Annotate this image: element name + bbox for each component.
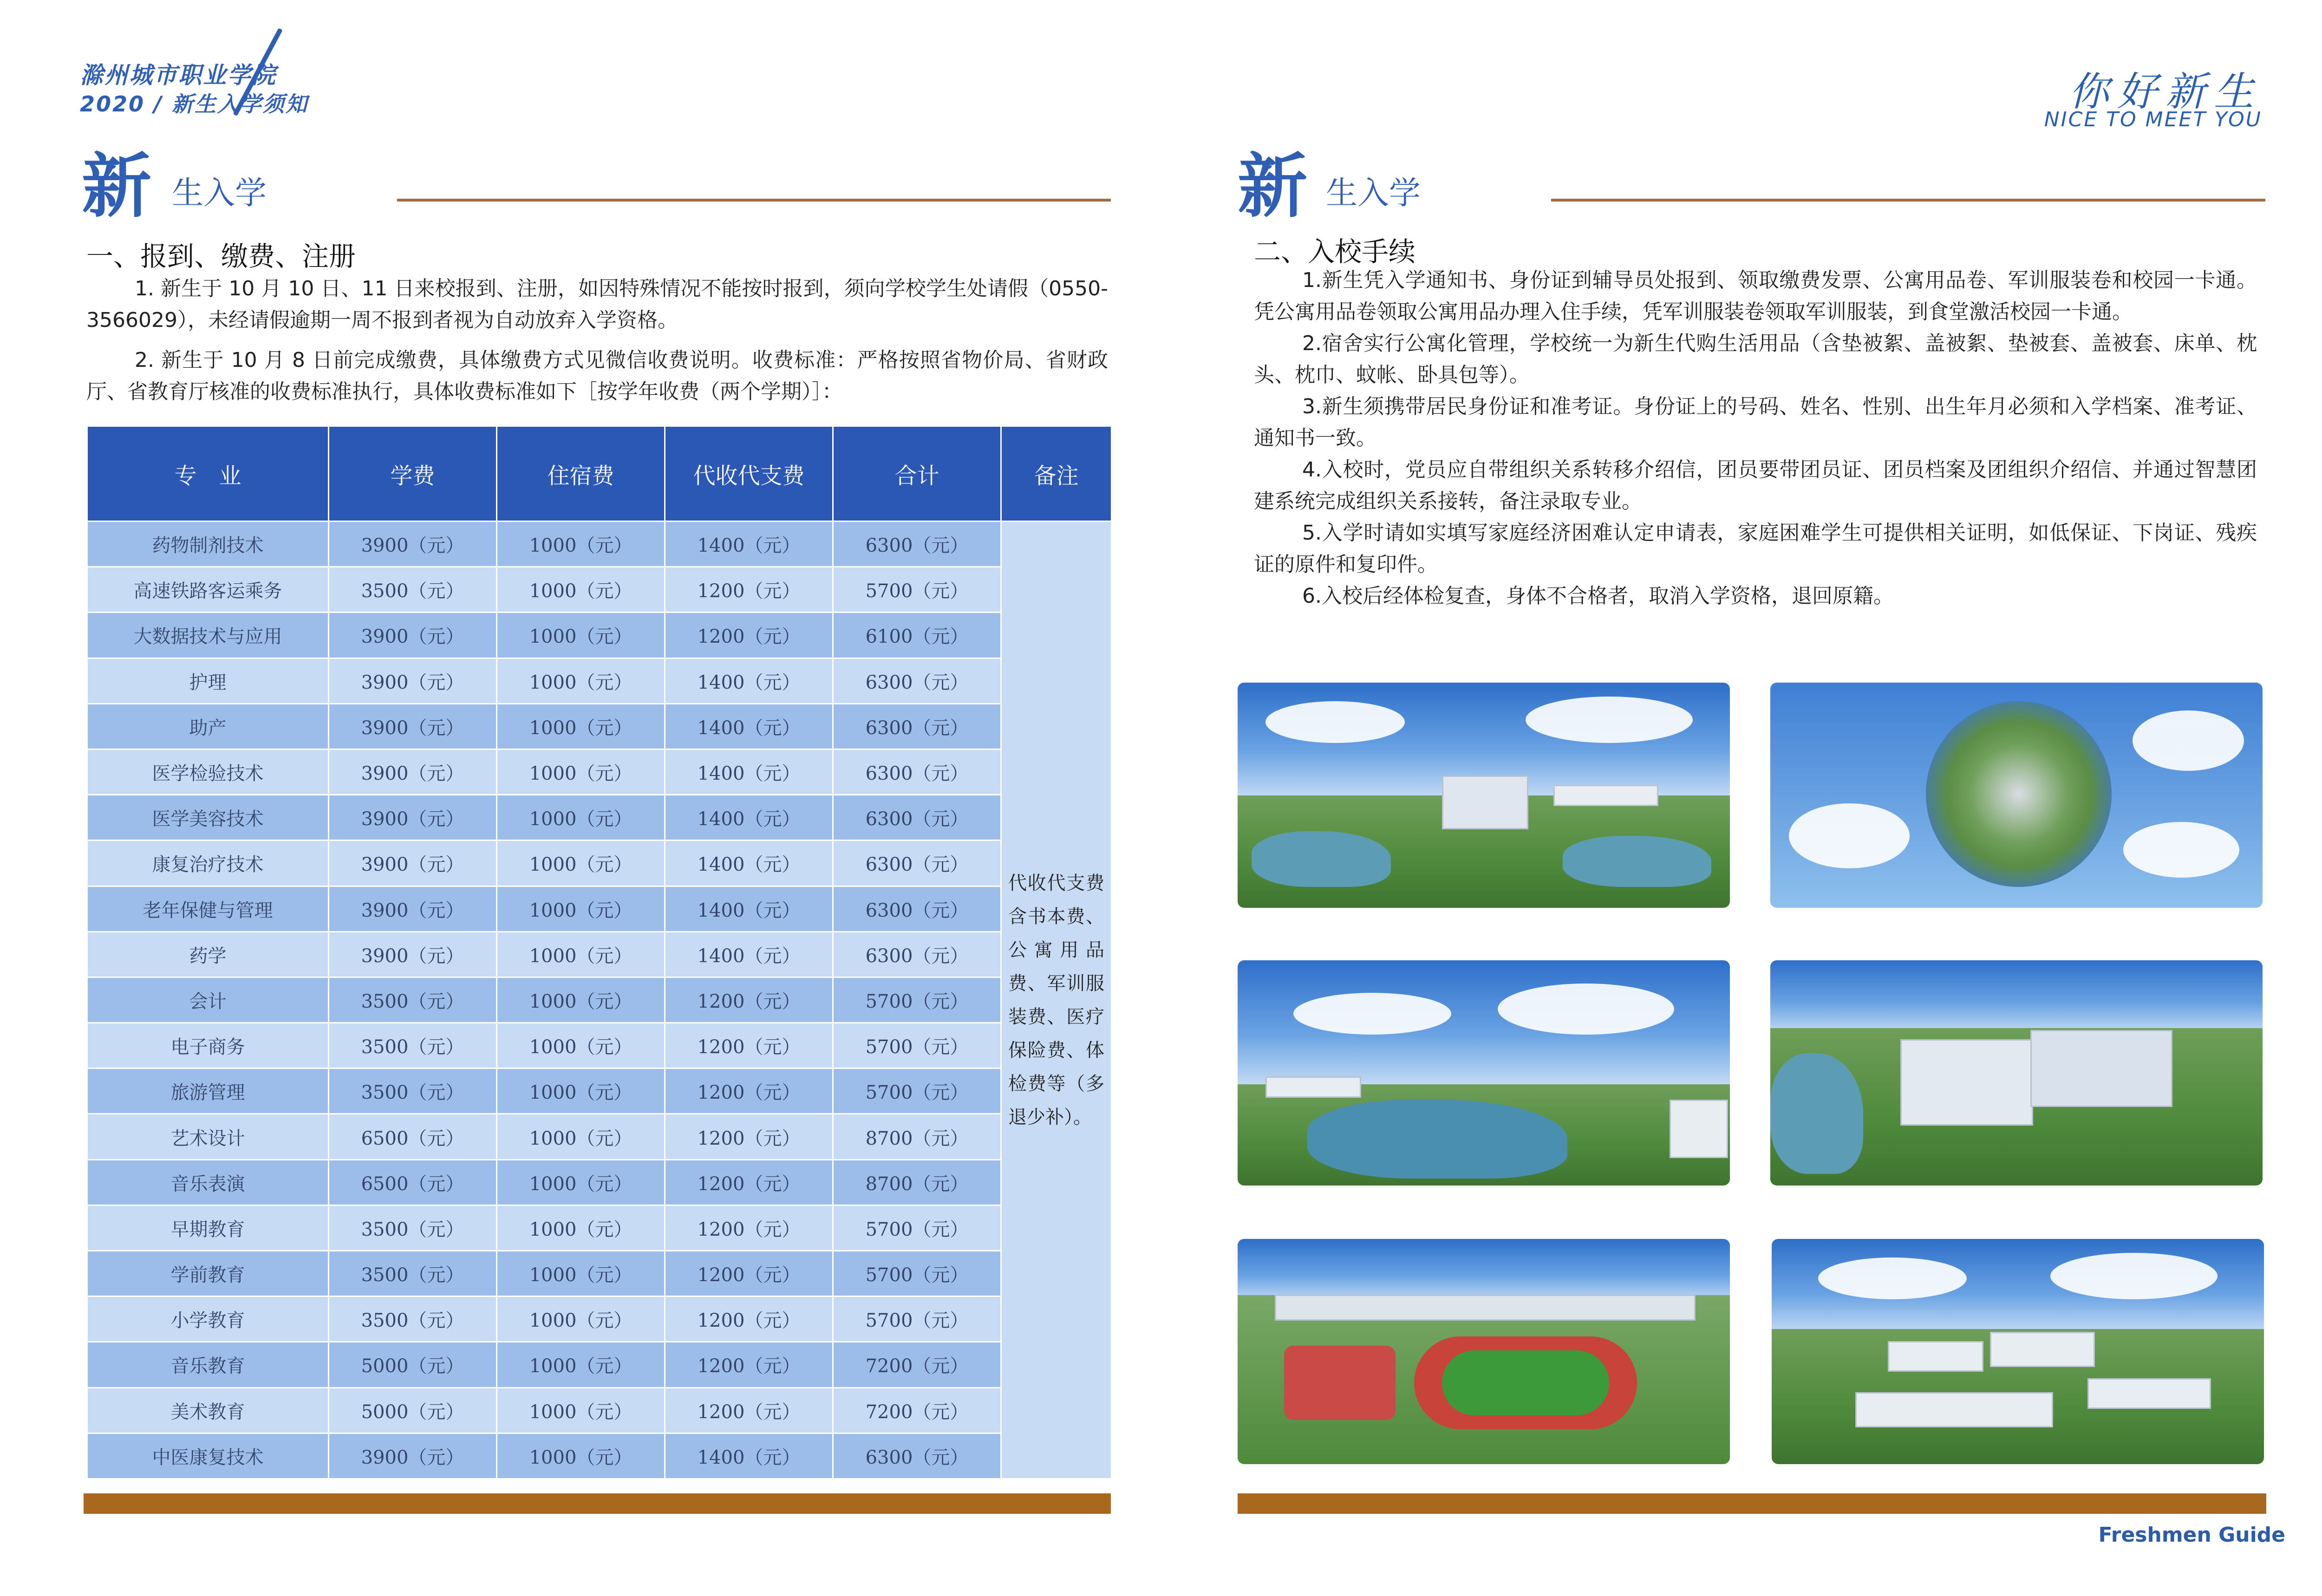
cell-agency-fee: 1400（元）: [665, 658, 833, 704]
cell-major: 药物制剂技术: [87, 521, 329, 567]
cell-dorm: 1000（元）: [497, 1433, 665, 1479]
nice-to-meet-you: NICE TO MEET YOU: [2044, 108, 2262, 131]
cell-major: 护理: [87, 658, 329, 704]
right-section-big-char: 新: [1238, 146, 1308, 227]
cell-major: 高速铁路客运乘务: [87, 567, 329, 612]
table-row: [87, 1114, 1112, 1160]
table-row: [87, 1296, 1112, 1342]
cell-tuition: 3900（元）: [329, 704, 497, 749]
col-header-dorm: 住宿费: [497, 426, 665, 521]
cell-total: 6100（元）: [833, 612, 1001, 658]
cell-dorm: 1000（元）: [497, 521, 665, 567]
cell-agency-fee: 1400（元）: [665, 704, 833, 749]
cell-major: 康复治疗技术: [87, 840, 329, 886]
cell-total: 5700（元）: [833, 977, 1001, 1023]
cell-major: 艺术设计: [87, 1114, 329, 1160]
table-row: [87, 1205, 1112, 1251]
cell-major: 药学: [87, 932, 329, 977]
campus-photo-dorms: [1772, 1239, 2264, 1464]
right-section-heading: 二、入校手续: [1254, 236, 1416, 267]
cell-major: 中医康复技术: [87, 1433, 329, 1479]
cell-note: 代收代支费含书本费、公寓用品费、军训服装费、医疗保险费、体检费等（多退少补）。: [1001, 521, 1112, 1479]
cell-major: 医学美容技术: [87, 795, 329, 840]
left-section-subtitle: 生入学: [172, 175, 267, 212]
cell-dorm: 1000（元）: [497, 658, 665, 704]
cell-agency-fee: 1200（元）: [665, 977, 833, 1023]
cell-total: 6300（元）: [833, 932, 1001, 977]
left-bottom-bar: [84, 1493, 1111, 1514]
procedure-item: 6.入校后经体检复查，身体不合格者，取消入学资格，退回原籍。: [1302, 584, 1894, 608]
left-title-rule: [397, 199, 1111, 202]
procedure-item: 5.入学时请如实填写家庭经济困难认定申请表，家庭困难学生可提供相关证明，如低保证、下岗证、残疾证的原件和复印件。: [1254, 521, 2257, 576]
col-header-major: 专 业: [87, 426, 329, 521]
table-row: [87, 977, 1112, 1023]
cell-dorm: 1000（元）: [497, 704, 665, 749]
cell-major: 大数据技术与应用: [87, 612, 329, 658]
cell-agency-fee: 1200（元）: [665, 1296, 833, 1342]
cell-total: 5700（元）: [833, 1205, 1001, 1251]
cell-total: 5700（元）: [833, 1296, 1001, 1342]
cell-total: 5700（元）: [833, 1068, 1001, 1114]
campus-photo-main-gate: [1238, 683, 1730, 908]
cell-tuition: 3500（元）: [329, 1205, 497, 1251]
cell-agency-fee: 1400（元）: [665, 886, 833, 932]
right-title-rule: [1551, 199, 2265, 202]
enrollment-procedures-list: [1254, 265, 2257, 612]
cell-tuition: 3900（元）: [329, 749, 497, 795]
cell-total: 6300（元）: [833, 521, 1001, 567]
freshmen-guide-footer: Freshmen Guide: [2098, 1523, 2285, 1547]
cell-dorm: 1000（元）: [497, 1114, 665, 1160]
cell-dorm: 1000（元）: [497, 1388, 665, 1433]
procedure-item: 1.新生凭入学通知书、身份证到辅导员处报到、领取缴费发票、公寓用品卷、军训服装卷和校园一卡通。凭公寓用品卷领取公寓用品办理入住手续，凭军训服装卷领取军训服装，到食堂激活校园一卡通。: [1254, 268, 2257, 324]
cell-major: 电子商务: [87, 1023, 329, 1068]
cell-major: 早期教育: [87, 1205, 329, 1251]
school-name: 滁州城市职业学院: [80, 62, 277, 89]
cell-total: 5700（元）: [833, 567, 1001, 612]
cell-agency-fee: 1400（元）: [665, 840, 833, 886]
col-header-tuition: 学费: [329, 426, 497, 521]
right-bottom-bar: [1238, 1493, 2266, 1514]
cell-total: 6300（元）: [833, 704, 1001, 749]
cell-total: 6300（元）: [833, 749, 1001, 795]
cell-dorm: 1000（元）: [497, 567, 665, 612]
cell-total: 5700（元）: [833, 1023, 1001, 1068]
cell-dorm: 1000（元）: [497, 1068, 665, 1114]
cell-major: 医学检验技术: [87, 749, 329, 795]
cell-agency-fee: 1200（元）: [665, 567, 833, 612]
cell-total: 8700（元）: [833, 1160, 1001, 1205]
cell-dorm: 1000（元）: [497, 886, 665, 932]
table-row: [87, 567, 1112, 612]
cell-total: 6300（元）: [833, 1433, 1001, 1479]
table-row: [87, 932, 1112, 977]
left-section-big-char: 新: [82, 146, 152, 227]
left-section-heading: 一、报到、缴费、注册: [86, 241, 356, 272]
cell-agency-fee: 1400（元）: [665, 749, 833, 795]
cell-dorm: 1000（元）: [497, 612, 665, 658]
cell-tuition: 3500（元）: [329, 1068, 497, 1114]
cell-tuition: 3900（元）: [329, 1433, 497, 1479]
left-paragraph-2: 2. 新生于 10 月 8 日前完成缴费，具体缴费方式见微信收费说明。收费标准：严格按照省物价局、省财政厅、省教育厅核准的收费标准执行，具体收费标准如下［按学年收费（两个学期）］：: [86, 348, 1108, 404]
cell-agency-fee: 1200（元）: [665, 1251, 833, 1296]
procedure-item: 3.新生须携带居民身份证和准考证。身份证上的号码、姓名、性别、出生年月必须和入学档案、准考证、通知书一致。: [1254, 395, 2257, 450]
cell-agency-fee: 1400（元）: [665, 1433, 833, 1479]
procedure-item: 4.入校时，党员应自带组织关系转移介绍信，团员要带团员证、团员档案及团组织介绍信、并通过智慧团建系统完成组织关系接转，备注录取专业。: [1254, 458, 2257, 513]
cell-agency-fee: 1200（元）: [665, 1023, 833, 1068]
table-row: [87, 612, 1112, 658]
cell-total: 7200（元）: [833, 1388, 1001, 1433]
col-header-total: 合计: [833, 426, 1001, 521]
fee-table-header-row: [87, 426, 1112, 521]
campus-photo-lake: [1238, 960, 1730, 1186]
cell-agency-fee: 1200（元）: [665, 612, 833, 658]
cell-major: 小学教育: [87, 1296, 329, 1342]
cell-agency-fee: 1200（元）: [665, 1114, 833, 1160]
cell-dorm: 1000（元）: [497, 1296, 665, 1342]
cell-tuition: 6500（元）: [329, 1160, 497, 1205]
cell-tuition: 3500（元）: [329, 567, 497, 612]
cell-tuition: 5000（元）: [329, 1388, 497, 1433]
table-row: [87, 886, 1112, 932]
col-header-note: 备注: [1001, 426, 1112, 521]
cell-agency-fee: 1400（元）: [665, 932, 833, 977]
table-row: [87, 1160, 1112, 1205]
cell-tuition: 3900（元）: [329, 840, 497, 886]
cell-tuition: 3500（元）: [329, 1023, 497, 1068]
cell-total: 6300（元）: [833, 658, 1001, 704]
cell-total: 6300（元）: [833, 840, 1001, 886]
fee-table: [86, 425, 1112, 1479]
cell-major: 旅游管理: [87, 1068, 329, 1114]
cell-dorm: 1000（元）: [497, 749, 665, 795]
table-row: [87, 1251, 1112, 1296]
cell-total: 8700（元）: [833, 1114, 1001, 1160]
cell-tuition: 3500（元）: [329, 1296, 497, 1342]
left-paragraph-1: 1. 新生于 10 月 10 日、11 日来校报到、注册，如因特殊情况不能按时报到，须向学校学生处请假（0550-3566029），未经请假逾期一周不报到者视为自动放弃入学资格。: [86, 277, 1108, 332]
right-section-subtitle: 生入学: [1326, 175, 1421, 212]
cell-agency-fee: 1200（元）: [665, 1342, 833, 1388]
hello-freshmen-calligraphy: 你好新生: [2069, 69, 2262, 115]
table-row: [87, 1023, 1112, 1068]
cell-major: 音乐表演: [87, 1160, 329, 1205]
cell-major: 会计: [87, 977, 329, 1023]
procedure-item: 2.宿舍实行公寓化管理，学校统一为新生代购生活用品（含垫被絮、盖被絮、垫被套、盖被套、床单、枕头、枕巾、蚊帐、卧具包等）。: [1254, 332, 2257, 387]
campus-photo-tiny-planet: [1770, 683, 2263, 908]
cell-total: 7200（元）: [833, 1342, 1001, 1388]
cell-tuition: 3900（元）: [329, 886, 497, 932]
cell-total: 6300（元）: [833, 795, 1001, 840]
cell-major: 老年保健与管理: [87, 886, 329, 932]
cell-dorm: 1000（元）: [497, 795, 665, 840]
table-row: [87, 1388, 1112, 1433]
cell-tuition: 3900（元）: [329, 521, 497, 567]
cell-total: 5700（元）: [833, 1251, 1001, 1296]
campus-photo-stadium: [1238, 1239, 1730, 1464]
table-row: [87, 1433, 1112, 1479]
table-row: [87, 521, 1112, 567]
cell-agency-fee: 1400（元）: [665, 795, 833, 840]
cell-tuition: 3900（元）: [329, 612, 497, 658]
campus-photo-building: [1770, 960, 2263, 1186]
cell-tuition: 3500（元）: [329, 1251, 497, 1296]
cell-agency-fee: 1400（元）: [665, 521, 833, 567]
cell-dorm: 1000（元）: [497, 1205, 665, 1251]
cell-agency-fee: 1200（元）: [665, 1068, 833, 1114]
cell-major: 学前教育: [87, 1251, 329, 1296]
cell-total: 6300（元）: [833, 886, 1001, 932]
cell-tuition: 3900（元）: [329, 658, 497, 704]
cell-agency-fee: 1200（元）: [665, 1388, 833, 1433]
cell-tuition: 5000（元）: [329, 1342, 497, 1388]
table-row: [87, 1342, 1112, 1388]
cell-dorm: 1000（元）: [497, 1023, 665, 1068]
cell-major: 助产: [87, 704, 329, 749]
cell-tuition: 6500（元）: [329, 1114, 497, 1160]
table-row: [87, 795, 1112, 840]
cell-agency-fee: 1200（元）: [665, 1160, 833, 1205]
col-header-agency-fee: 代收代支费: [665, 426, 833, 521]
cell-tuition: 3500（元）: [329, 977, 497, 1023]
table-row: [87, 1068, 1112, 1114]
table-row: [87, 749, 1112, 795]
cell-agency-fee: 1200（元）: [665, 1205, 833, 1251]
cell-dorm: 1000（元）: [497, 1251, 665, 1296]
cell-tuition: 3900（元）: [329, 795, 497, 840]
cell-tuition: 3900（元）: [329, 932, 497, 977]
cell-major: 音乐教育: [87, 1342, 329, 1388]
guide-subtitle: 2020 / 新生入学须知: [80, 91, 308, 117]
cell-dorm: 1000（元）: [497, 1342, 665, 1388]
cell-major: 美术教育: [87, 1388, 329, 1433]
cell-dorm: 1000（元）: [497, 977, 665, 1023]
table-row: [87, 840, 1112, 886]
table-row: [87, 704, 1112, 749]
cell-dorm: 1000（元）: [497, 1160, 665, 1205]
cell-dorm: 1000（元）: [497, 932, 665, 977]
table-row: [87, 658, 1112, 704]
cell-dorm: 1000（元）: [497, 840, 665, 886]
